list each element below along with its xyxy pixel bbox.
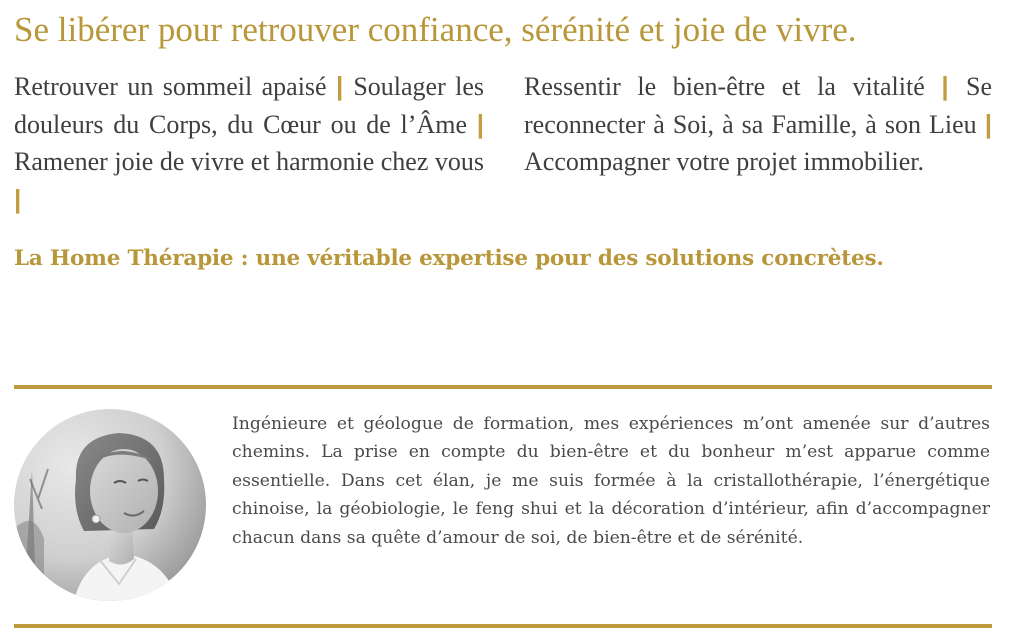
benefits-columns (14, 68, 992, 218)
headline: Se libérer pour retrouver confiance, sérénité et joie de vivre. (14, 10, 857, 49)
benefit-item: Se reconnecter à Soi, à sa Famille, à son Lieu (524, 72, 993, 139)
tagline: La Home Thérapie : une véritable expertise pour des solutions concrètes. (14, 246, 884, 271)
separator-bar: | (476, 108, 484, 139)
benefit-item: Ressentir le bien-être et la vitalité (524, 72, 925, 101)
benefits-left-column (14, 68, 484, 218)
bio-text: Ingénieure et géologue de formation, mes expériences m’ont amenée sur d’autres chemins. La prise en compte du bien-être et du bonheur m’est apparue comme essentielle. Dans cet élan, je me suis formée à la cristallothérapie, l’énergétique chinoise, la géobiologie, le feng shui et la décoration d’intérieur, afin d’accompagner chacun dans sa quête d’amour de soi, de bien-être et de sérénité. (232, 414, 990, 548)
divider-bottom (14, 624, 992, 628)
separator-bar: | (984, 108, 993, 139)
separator-bar: | (335, 71, 354, 101)
benefits-right-column (524, 68, 992, 218)
portrait-photo (14, 409, 206, 601)
separator-bar: | (941, 71, 967, 101)
divider-top (14, 385, 992, 389)
benefit-item: Retrouver un sommeil apaisé (14, 72, 327, 101)
benefit-item: Soulager les douleurs du Corps, du Cœur ou de l’Âme (14, 72, 484, 139)
benefit-item: Accompagner votre projet immobilier. (524, 147, 924, 176)
separator-bar: | (14, 183, 22, 214)
benefit-item: Ramener joie de vivre et harmonie chez vous (14, 147, 484, 176)
